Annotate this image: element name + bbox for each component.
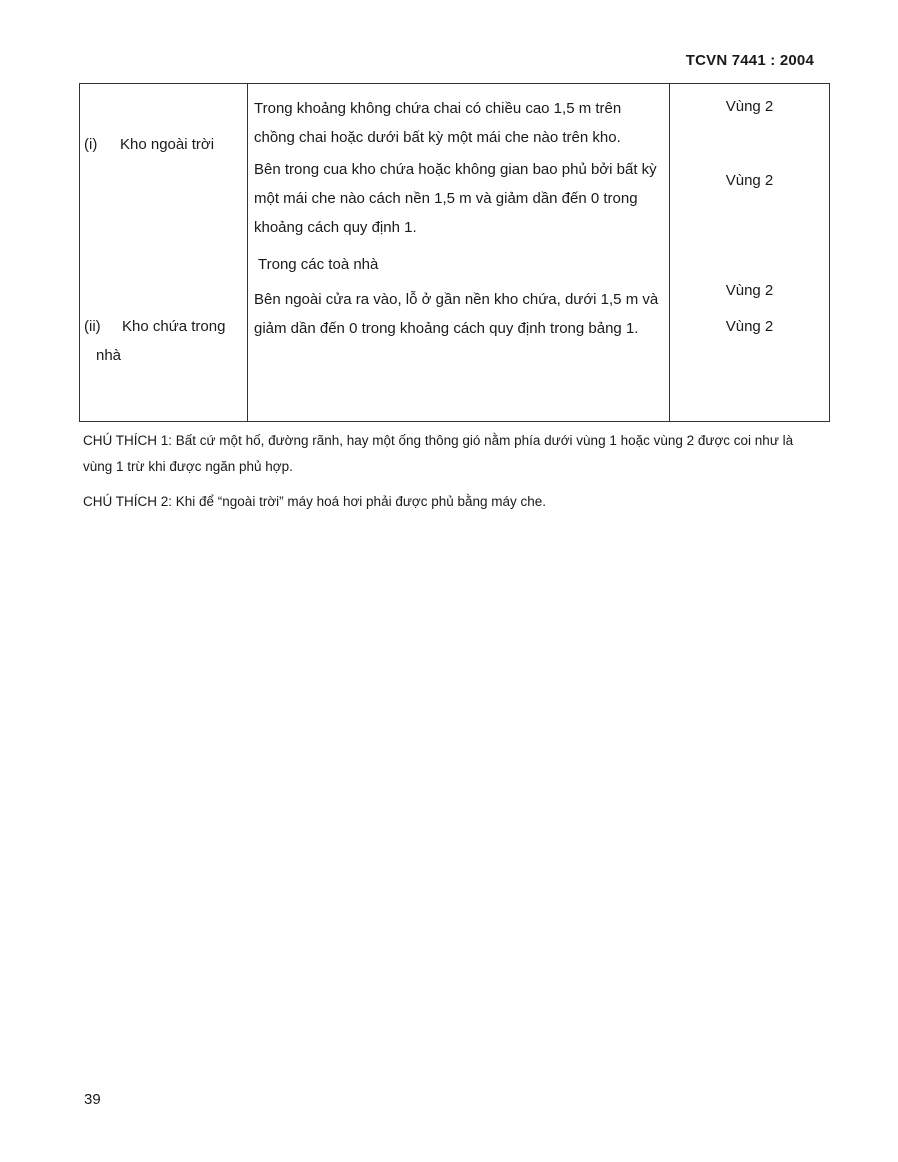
row-ii-label-continued: nhà bbox=[96, 347, 122, 364]
zone-table bbox=[79, 83, 830, 422]
row-ii-number: (ii) bbox=[84, 318, 101, 335]
row-i-label: Kho ngoài trời bbox=[120, 136, 215, 153]
document-code: TCVN 7441 : 2004 bbox=[685, 52, 814, 69]
row-ii-description-1: Trong các toà nhà bbox=[258, 256, 379, 273]
location-cell bbox=[80, 84, 248, 422]
row-i-zone-2: Vùng 2 bbox=[725, 172, 774, 189]
zone-cell bbox=[670, 84, 830, 422]
row-ii-label: Kho chứa trong bbox=[122, 318, 226, 335]
row-ii-zone-1: Vùng 2 bbox=[725, 282, 774, 299]
note-2: CHÚ THÍCH 2: Khi để “ngoài trời” máy hoá hơi phải được phủ bằng máy che. bbox=[83, 494, 547, 509]
note-1: CHÚ THÍCH 1: Bất cứ một hố, đường rãnh, hay một ống thông gió nằm phía dưới vùng 1 hoặc vùng 2 được coi như là vùng 1 trừ khi được ngăn phủ hợp. bbox=[83, 433, 794, 474]
row-i-description-1: Trong khoảng không chứa chai có chiều cao 1,5 m trên chồng chai hoặc dưới bất kỳ một mái che nào trên kho. bbox=[254, 100, 622, 146]
row-i-zone-1: Vùng 2 bbox=[725, 98, 774, 115]
description-cell bbox=[248, 84, 670, 422]
row-i-description-2: Bên trong cua kho chứa hoặc không gian bao phủ bởi bất kỳ một mái che nào cách nền 1,5 m và giảm dần đến 0 trong khoảng cách quy định 1. bbox=[254, 161, 657, 236]
row-ii-description-2: Bên ngoài cửa ra vào, lỗ ở gần nền kho chứa, dưới 1,5 m và giảm dần đến 0 trong khoảng cách quy định trong bảng 1. bbox=[254, 291, 659, 337]
page-number: 39 bbox=[84, 1091, 101, 1108]
row-i-number: (i) bbox=[84, 136, 98, 153]
row-ii-zone-2: Vùng 2 bbox=[725, 318, 774, 335]
